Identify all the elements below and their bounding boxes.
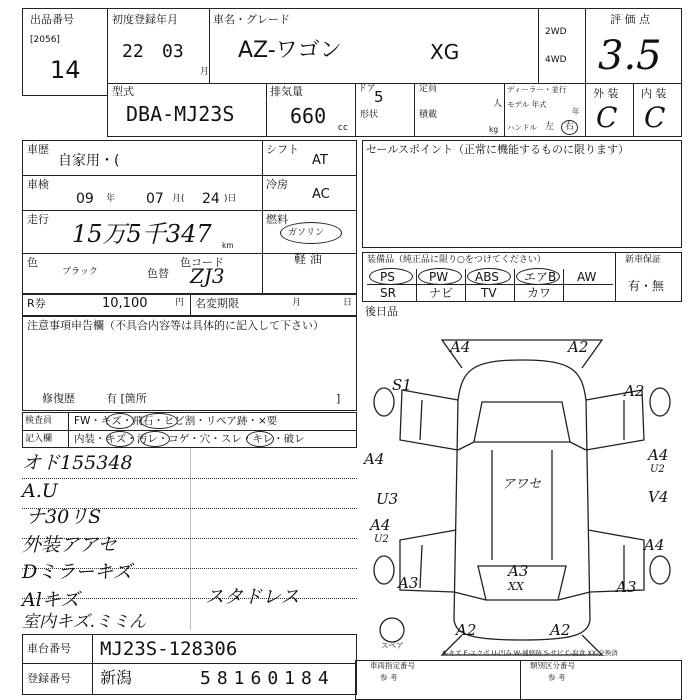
- model-label: 型式: [112, 85, 134, 98]
- insp-day-unit: )日: [224, 194, 237, 204]
- checks-row1-label: 検査員: [25, 416, 53, 426]
- fuel-kei: 軽 油: [294, 252, 322, 266]
- mark-left-tail: A3: [398, 574, 419, 592]
- lot-number: 14: [50, 56, 81, 84]
- code-label: 色コード: [180, 256, 224, 269]
- reg-month-unit: 月: [200, 67, 210, 77]
- equip-aw: AW: [577, 270, 597, 284]
- mark-left-rear-u2: U2: [374, 534, 389, 545]
- equip-airbag: エアB: [524, 270, 557, 284]
- handle-right-circle: [561, 120, 578, 135]
- checks-row2-label: 記入欄: [25, 434, 53, 444]
- chassis-value: MJ23S-128306: [100, 638, 238, 660]
- equip-title: 装備品（純正品に限り○をつけてください）: [367, 255, 546, 265]
- insp-year: 09: [76, 191, 94, 207]
- plate-label: 登録番号: [27, 672, 71, 685]
- mileage-value: 15万5千347: [72, 220, 212, 248]
- cap-unit: 人: [493, 99, 503, 109]
- note-interior: 室内キズ.ミミん: [22, 612, 147, 632]
- door-label: ドア: [358, 84, 376, 94]
- checks-row2: 内装・キズ・汚レ・コゲ・穴・スレ・キレ・破レ: [74, 433, 305, 445]
- mark-left-rear: A4: [370, 516, 391, 534]
- note-au: A.U: [22, 480, 58, 502]
- repair-bracket: ]: [336, 392, 341, 405]
- disp-label: 排気量: [270, 85, 303, 98]
- mark-front-left: A4: [450, 338, 471, 356]
- equip-abs: ABS: [475, 270, 499, 284]
- shift-label: シフト: [266, 143, 299, 156]
- note-exterior: 外装アアセ: [22, 534, 117, 556]
- mark-trunk: A3: [508, 562, 529, 580]
- rating-label: 評 価 点: [610, 13, 650, 26]
- note-mirror: Dミラーキズ: [22, 561, 132, 583]
- shape-label: 形状: [360, 110, 379, 120]
- year-unit: 年: [572, 107, 580, 116]
- ref-left: 参 考: [380, 673, 398, 682]
- chassis-label: 車台番号: [27, 642, 71, 655]
- sales-box: [362, 140, 682, 248]
- ac-value: AC: [312, 187, 330, 202]
- inspect-label: 車検: [27, 178, 49, 191]
- note-n30: ナ30リS: [26, 506, 102, 528]
- checks-row1: FW・キズ・飛石・ヒビ割・リペア跡・×要: [74, 415, 278, 427]
- mile-unit: km: [222, 241, 234, 250]
- reg-year: 22: [122, 41, 144, 62]
- model-value: DBA-MJ23S: [126, 102, 235, 126]
- modelyear-label: モデル 年式: [507, 100, 547, 109]
- int-kizu-circle: [106, 431, 134, 447]
- mark-front-right: A2: [568, 338, 589, 356]
- spare-text: スペア: [381, 641, 404, 650]
- mark-right-door-u2: U2: [650, 464, 665, 475]
- mark-right-door: A4: [648, 446, 669, 464]
- lot-sub: [2056]: [30, 35, 60, 45]
- handle-left: 左: [545, 122, 555, 132]
- lot-label: 出品番号: [30, 13, 74, 26]
- disp-value: 660: [290, 104, 327, 128]
- note-odo: オド155348: [22, 452, 133, 474]
- fuel-value: ガソリン: [288, 228, 325, 238]
- recycle-yen: 円: [175, 298, 185, 308]
- load-label: 積載: [419, 110, 438, 120]
- ext-grade: C: [596, 101, 618, 134]
- mark-right-quarter: A4: [644, 536, 665, 554]
- sure-circle: [246, 431, 274, 447]
- plate-area: 新潟: [100, 668, 133, 687]
- equip-tv: TV: [481, 286, 497, 300]
- mark-left-front: S1: [392, 376, 412, 394]
- mark-left-door: A4: [364, 450, 385, 468]
- usage-label: 車歴: [27, 143, 49, 156]
- tobiishi-circle: [140, 413, 178, 429]
- color-label: 色: [27, 256, 38, 269]
- equip-sr: SR: [380, 286, 396, 300]
- airbag-circle: [516, 268, 560, 285]
- int-label: 内 装: [641, 87, 667, 100]
- color-code: ZJ3: [190, 264, 225, 288]
- disp-unit: cc: [338, 123, 348, 133]
- insp-month-unit: 月(: [172, 194, 185, 204]
- mark-left-mid: U3: [376, 490, 399, 508]
- kizu-circle: [106, 413, 134, 429]
- abs-circle: [467, 268, 511, 285]
- int-grade: C: [644, 101, 666, 134]
- newcar-value: 有・無: [628, 279, 665, 293]
- insp-day: 24: [202, 191, 220, 207]
- equip-ps: PS: [380, 270, 395, 284]
- mark-right-tail: A3: [616, 578, 637, 596]
- grade: XG: [430, 40, 460, 64]
- reg-month: 03: [162, 41, 184, 62]
- mark-rear-right: A2: [550, 621, 571, 639]
- usage-value: 自家用・(: [58, 153, 120, 169]
- fuel-label: 燃料: [266, 213, 288, 226]
- insp-month: 07: [146, 191, 164, 207]
- handle-right: 右: [565, 122, 575, 132]
- car-diagram: [362, 330, 682, 660]
- recycle-value: 10,100: [102, 296, 148, 311]
- cert-label: 車両指定番号: [370, 661, 415, 670]
- mile-label: 走行: [27, 213, 49, 226]
- rating-value: 3.5: [598, 33, 662, 79]
- equip-navi: ナビ: [429, 286, 454, 300]
- repair-value: 有 [箇所: [106, 392, 147, 405]
- repair-label: 修復歴: [42, 392, 75, 405]
- mark-right-front: A2: [624, 382, 645, 400]
- regexp-month: 月: [292, 298, 302, 308]
- cat-label: 類別区分番号: [530, 661, 575, 670]
- note-studless: スタドレス: [205, 586, 300, 608]
- regexp-label: 名変期限: [195, 297, 239, 310]
- car-name: AZ-ワゴン: [238, 38, 342, 63]
- equip-leather: カワ: [527, 286, 552, 300]
- load-unit: kg: [489, 125, 499, 134]
- damage-legend: A-キズ E-エクボ U-凹み W-補修跡 S-サビ C-腐食 XX-交換済: [442, 649, 618, 657]
- door-value: 5: [374, 88, 384, 106]
- shift-value: AT: [312, 153, 328, 168]
- sales-title: セールスポイント（正常に機能するものに限ります）: [366, 143, 630, 156]
- insp-year-unit: 年: [106, 194, 116, 204]
- drive-box: [538, 8, 586, 84]
- colorchg-label: 色替: [147, 267, 169, 280]
- dealer-label: ディーラー・並行: [507, 85, 567, 94]
- pw-circle: [418, 268, 462, 285]
- memo-title: 後日品: [365, 305, 398, 318]
- reg-label: 初度登録年月: [112, 13, 178, 26]
- name-label: 車名・グレード: [213, 13, 290, 26]
- handle-label: ハンドル: [507, 123, 537, 132]
- mark-trunk-xx: XX: [508, 580, 524, 593]
- drive-4wd: 4WD: [545, 55, 567, 65]
- mark-right-rear: V4: [648, 488, 669, 506]
- ext-label: 外 装: [593, 87, 619, 100]
- fuel-circle: [280, 222, 342, 244]
- equip-pw: PW: [429, 270, 449, 284]
- yogore-circle: [140, 431, 170, 447]
- plate-number: 58160184: [200, 668, 335, 689]
- ps-circle: [369, 268, 413, 285]
- mark-rear-left: A2: [456, 621, 477, 639]
- color-value: ブラック: [62, 267, 98, 277]
- recycle-label: R券: [27, 297, 46, 310]
- ac-label: 冷房: [266, 178, 288, 191]
- mark-roof: アワセ: [502, 477, 542, 492]
- drive-2wd: 2WD: [545, 27, 567, 37]
- equip-grid: [367, 269, 613, 301]
- ref-right: 参 考: [548, 673, 566, 682]
- newcar-title: 新車保証: [625, 255, 662, 265]
- regexp-day: 日: [343, 298, 353, 308]
- cap-label: 定員: [419, 84, 438, 94]
- note-al: Alキズ: [22, 589, 80, 611]
- notes-title: 注意事項申告欄（不具合内容等は具体的に記入して下さい）: [27, 319, 324, 332]
